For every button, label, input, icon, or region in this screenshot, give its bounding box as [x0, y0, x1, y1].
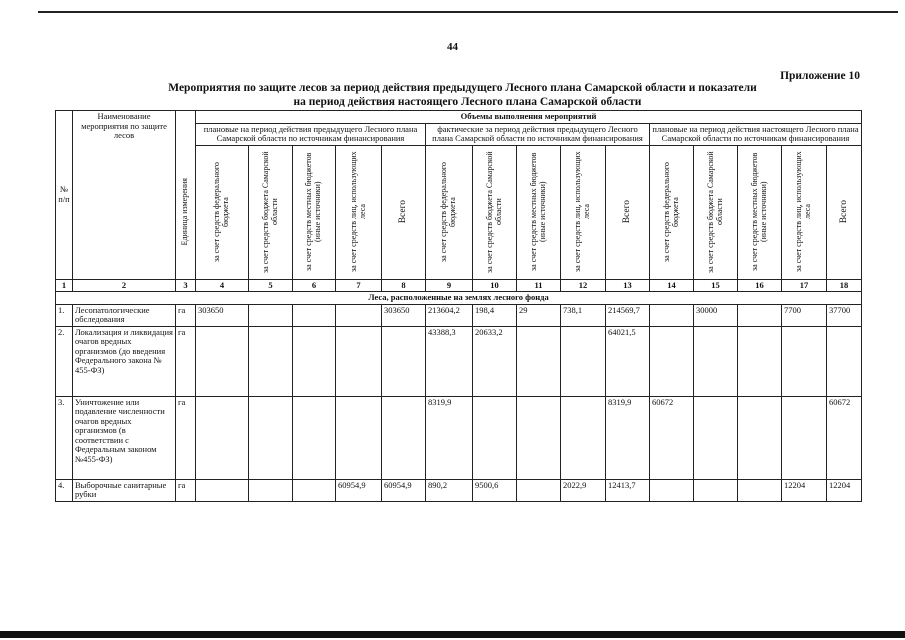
table-cell [293, 396, 336, 479]
table-cell: 214569,7 [606, 304, 650, 326]
table-cell: 60672 [650, 396, 694, 479]
header-group-actual-previous: фактические за период действия предыдущего Лесного плана Самарской области по источникам финансирования [426, 123, 650, 145]
row-unit: га [176, 396, 196, 479]
table-row [56, 479, 862, 501]
table-cell [738, 479, 782, 501]
table-cell [336, 396, 382, 479]
colnum: 7 [336, 279, 382, 292]
table-cell: 37700 [827, 304, 862, 326]
table-cell: 30000 [694, 304, 738, 326]
table-cell [782, 396, 827, 479]
table-cell: 890,2 [426, 479, 473, 501]
colnum: 1 [56, 279, 73, 292]
table-cell: 303650 [196, 304, 249, 326]
table-cell: 9500,6 [473, 479, 517, 501]
header-local-3: за счет средств местных бюджетов (иные источники) [738, 145, 782, 279]
table-cell: 198,4 [473, 304, 517, 326]
row-name: Лесопатологические обследования [73, 304, 176, 326]
header-total-2: Всего [606, 145, 650, 279]
colnum: 8 [382, 279, 426, 292]
table-cell [694, 326, 738, 396]
table-cell [473, 396, 517, 479]
table-cell: 29 [517, 304, 561, 326]
colnum: 5 [249, 279, 293, 292]
table-cell: 8319,9 [426, 396, 473, 479]
row-unit: га [176, 304, 196, 326]
header-name: Наименование мероприятия по защите лесов [73, 111, 176, 280]
row-name: Выборочные санитарные рубки [73, 479, 176, 501]
header-users-3: за счет средств лиц, использующих леса [782, 145, 827, 279]
table-cell [196, 396, 249, 479]
header-volumes: Объемы выполнения мероприятий [196, 111, 862, 124]
top-rule [38, 11, 898, 13]
table-cell [517, 326, 561, 396]
table-cell [650, 326, 694, 396]
title-line-2: на период действия настоящего Лесного плана Самарской области [293, 96, 642, 108]
header-total-1: Всего [382, 145, 426, 279]
colnum: 17 [782, 279, 827, 292]
table-cell: 12204 [827, 479, 862, 501]
table-cell [293, 304, 336, 326]
table-cell [782, 326, 827, 396]
table-cell: 60672 [827, 396, 862, 479]
row-unit: га [176, 326, 196, 396]
header-total-3: Всего [827, 145, 862, 279]
activities-table [55, 110, 862, 502]
table-cell [561, 326, 606, 396]
table-cell [249, 326, 293, 396]
header-unit-mid [176, 123, 196, 145]
colnum: 18 [827, 279, 862, 292]
table-cell [738, 326, 782, 396]
row-num: 1. [56, 304, 73, 326]
table-cell: 43388,3 [426, 326, 473, 396]
header-users-2: за счет средств лиц, использующих леса [561, 145, 606, 279]
colnum: 16 [738, 279, 782, 292]
column-numbers-row [56, 279, 862, 292]
table-cell: 2022,9 [561, 479, 606, 501]
table-cell [561, 396, 606, 479]
bottom-rule [0, 631, 905, 638]
header-row-3 [56, 145, 862, 279]
table-cell [382, 396, 426, 479]
header-regional-3: за счет средств бюджета Самарской области [694, 145, 738, 279]
table-cell [196, 326, 249, 396]
table-cell: 60954,9 [336, 479, 382, 501]
table-cell [517, 479, 561, 501]
table-cell [650, 479, 694, 501]
colnum: 13 [606, 279, 650, 292]
table-cell [249, 479, 293, 501]
header-row-2 [56, 123, 862, 145]
table-cell [650, 304, 694, 326]
header-group-planned-current: плановые на период действия настоящего Лесного плана Самарской области по источникам финансирования [650, 123, 862, 145]
header-regional-2: за счет средств бюджета Самарской области [473, 145, 517, 279]
table-cell [517, 396, 561, 479]
row-name: Локализация и ликвидация очагов вредных организмов (до введения Федерального закона № 455-ФЗ) [73, 326, 176, 396]
header-unit-top [176, 111, 196, 124]
section-title: Леса, расположенные на землях лесного фонда [56, 292, 862, 305]
colnum: 3 [176, 279, 196, 292]
row-num: 4. [56, 479, 73, 501]
colnum: 4 [196, 279, 249, 292]
table-cell: 20633,2 [473, 326, 517, 396]
header-federal-3: за счет средств федерального бюджета [650, 145, 694, 279]
table-cell [249, 304, 293, 326]
header-row-1 [56, 111, 862, 124]
header-unit: Единица измерения [176, 145, 196, 279]
header-users-1: за счет средств лиц, использующих леса [336, 145, 382, 279]
table-cell: 64021,5 [606, 326, 650, 396]
table-cell: 7700 [782, 304, 827, 326]
appendix-label: Приложение 10 [780, 70, 860, 82]
table-cell: 8319,9 [606, 396, 650, 479]
table-row [56, 326, 862, 396]
header-federal-1: за счет средств федерального бюджета [196, 145, 249, 279]
table-row [56, 396, 862, 479]
table-row [56, 304, 862, 326]
colnum: 6 [293, 279, 336, 292]
row-unit: га [176, 479, 196, 501]
header-local-1: за счет средств местных бюджетов (иные источники) [293, 145, 336, 279]
table-cell [738, 304, 782, 326]
colnum: 12 [561, 279, 606, 292]
colnum: 2 [73, 279, 176, 292]
colnum: 11 [517, 279, 561, 292]
table-cell [694, 479, 738, 501]
header-federal-2: за счет средств федерального бюджета [426, 145, 473, 279]
table-cell [738, 396, 782, 479]
section-row [56, 292, 862, 305]
table-cell: 12413,7 [606, 479, 650, 501]
table-cell: 213604,2 [426, 304, 473, 326]
table-cell: 60954,9 [382, 479, 426, 501]
colnum: 10 [473, 279, 517, 292]
colnum: 9 [426, 279, 473, 292]
table-cell: 12204 [782, 479, 827, 501]
table-cell: 738,1 [561, 304, 606, 326]
table-cell [293, 479, 336, 501]
colnum: 14 [650, 279, 694, 292]
row-name: Уничтожение или подавление численности очагов вредных организмов (в соответствии с Федеральным законом №455-ФЗ) [73, 396, 176, 479]
table-cell [249, 396, 293, 479]
row-num: 2. [56, 326, 73, 396]
table-cell [196, 479, 249, 501]
table-cell [382, 326, 426, 396]
table-cell [827, 326, 862, 396]
table-cell [293, 326, 336, 396]
page-number: 44 [447, 41, 458, 53]
header-regional-1: за счет средств бюджета Самарской области [249, 145, 293, 279]
header-group-planned-previous: плановые на период действия предыдущего Лесного плана Самарской области по источникам финансирования [196, 123, 426, 145]
header-num: № п/п [56, 111, 73, 280]
title-line-1: Мероприятия по защите лесов за период действия предыдущего Лесного плана Самарской области и показатели [168, 82, 757, 94]
table-cell [694, 396, 738, 479]
colnum: 15 [694, 279, 738, 292]
row-num: 3. [56, 396, 73, 479]
table-cell: 303650 [382, 304, 426, 326]
table-cell [336, 304, 382, 326]
table-cell [336, 326, 382, 396]
header-local-2: за счет средств местных бюджетов (иные источники) [517, 145, 561, 279]
